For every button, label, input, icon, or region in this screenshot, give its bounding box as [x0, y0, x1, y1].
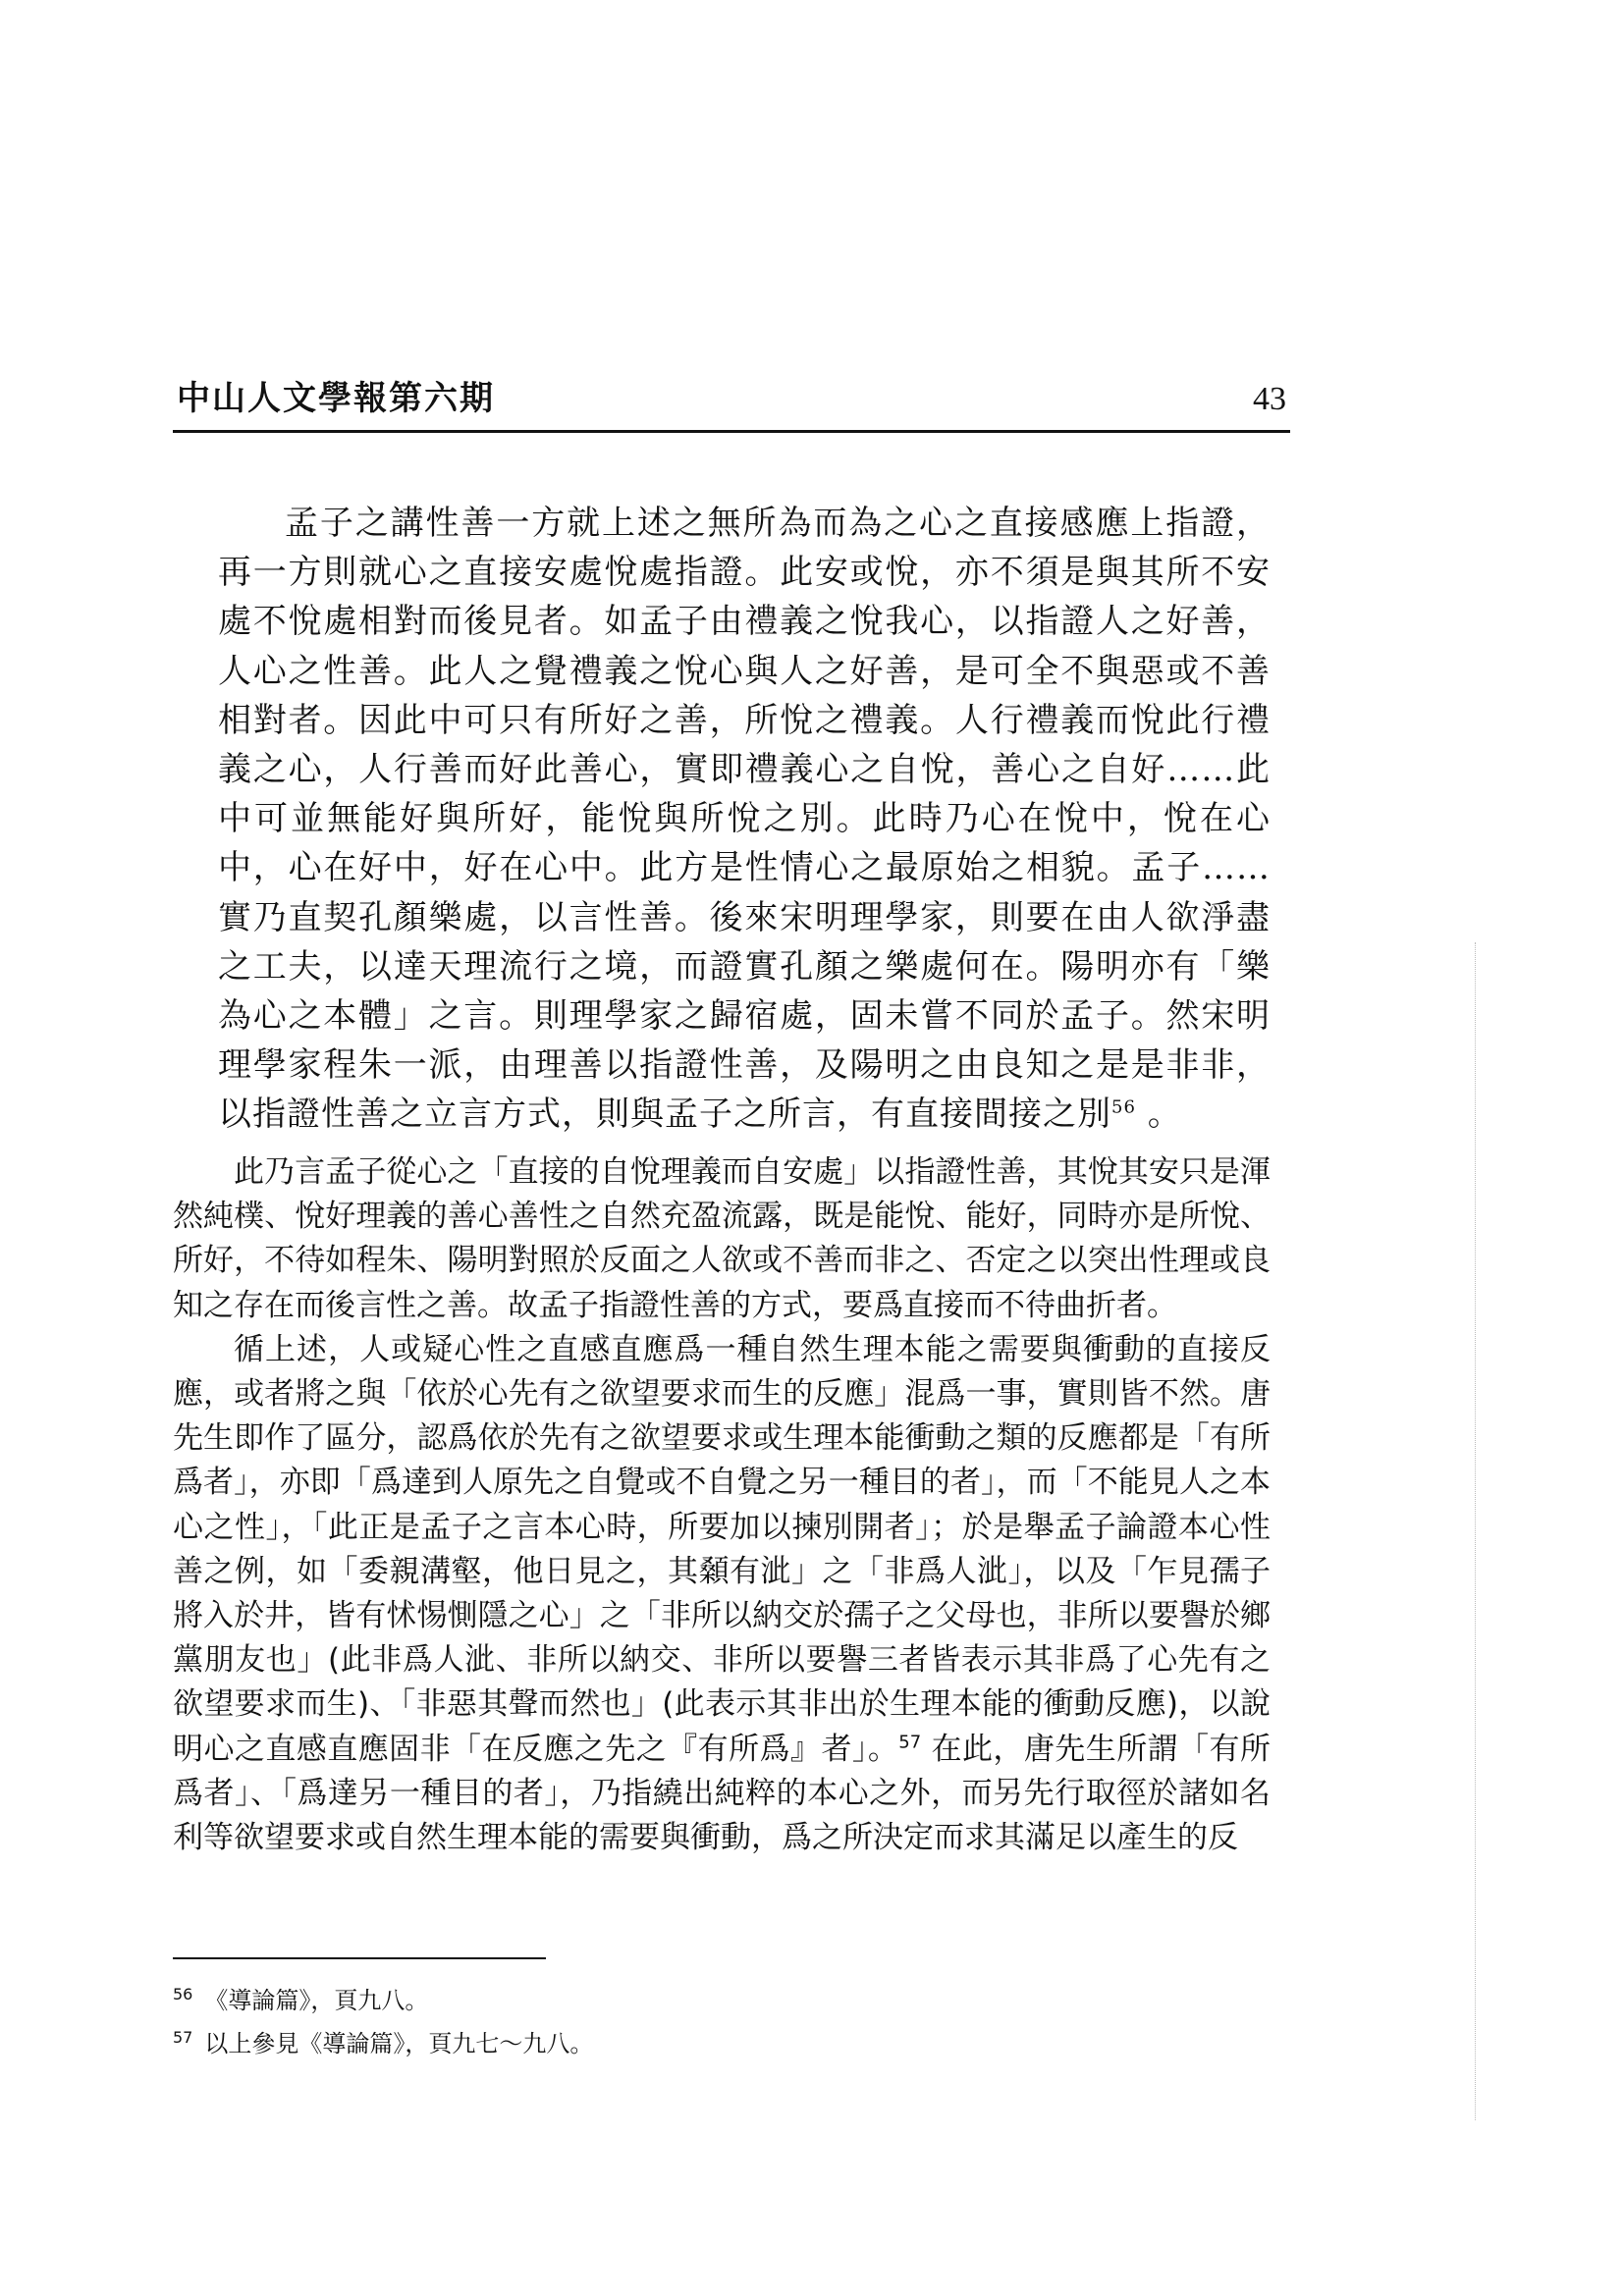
page-number: 43	[1253, 381, 1286, 417]
body-text	[173, 1150, 1271, 1860]
body-paragraph-2	[173, 1328, 1271, 1860]
footnote-text: 以上參見《導論篇》，頁九七～九八。	[204, 2030, 594, 2057]
footnote-57	[173, 2022, 1253, 2065]
block-quote-tail: 。	[1135, 1095, 1182, 1135]
block-quote-text: 孟子之講性善一方就上述之無所為而為之心之直接感應上指證，再一方則就心之直接安處悅處指證。此安或悅，亦不須是與其所不安處不悅處相對而後見者。如孟子由禮義之悅我心，以指證人之好善，人心之性善。此人之覺禮義之悅心與人之好善，是可全不與惡或不善相對者。因此中可只有所好之善，所悅之禮義。人行禮義而悅此行禮義之心，人行善而好此善心，實即禮義心之自悅，善心之自好……此中可並無能好與所好，能悅與所悅之別。此時乃心在悅中，悅在心中，心在好中，好在心中。此方是性情心之最原始之相貌。孟子……實乃直契孔顏樂處，以言性善。後來宋明理學家，則要在由人欲淨盡之工夫，以達天理流行之境，而證實孔顏之樂處何在。陽明亦有「樂為心之本體」之言。則理學家之歸宿處，固未嘗不同於孟子。然宋明理學家程朱一派，由理善以指證性善，及陽明之由良知之是是非非，以指證性善之立言方式，則與孟子之所言，有直接間接之別	[218, 504, 1271, 1135]
footnote-ref-56[interactable]: 56	[1111, 1097, 1136, 1119]
scan-edge-artifact	[1475, 942, 1476, 2120]
body-paragraph-2-part-a: 循上述，人或疑心性之直感直應爲一種自然生理本能之需要與衝動的直接反應，或者將之與「依於心先有之欲望要求而生的反應」混爲一事，實則皆不然。唐先生即作了區分，認爲依於先有之欲望要求或生理本能衝動之類的反應都是「有所爲者」，亦即「爲達到人原先之自覺或不自覺之另一種目的者」，而「不能見人之本心之性」，「此正是孟子之言本心時，所要加以揀別開者」；於是舉孟子論證本心性善之例，如「委親溝壑，他日見之，其顙有泚」之「非爲人泚」，以及「乍見孺子將入於井，皆有怵惕惻隱之心」之「非所以納交於孺子之父母也，非所以要譽於鄉黨朋友也」(此非爲人泚、非所以納交、非所以要譽三者皆表示其非爲了心先有之欲望要求而生)、「非惡其聲而然也」(此表示其非出於生理本能的衝動反應)，以說明心之直感直應固非「在反應之先之『有所爲』者」。	[173, 1331, 1271, 1767]
footnote-text: 《導論篇》，頁九八。	[204, 1987, 429, 2014]
journal-title: 中山人文學報第六期	[177, 379, 495, 418]
footnote-mark: 56	[173, 1985, 193, 2003]
footnotes	[173, 1979, 1253, 2065]
body-paragraph-1: 此乃言孟子從心之「直接的自悅理義而自安處」以指證性善，其悅其安只是渾然純樸、悅好理義的善心善性之自然充盈流露，既是能悅、能好，同時亦是所悅、所好，不待如程朱、陽明對照於反面之人欲或不善而非之、否定之以突出性理或良知之存在而後言性之善。故孟子指證性善的方式，要爲直接而不待曲折者。	[173, 1154, 1271, 1323]
block-quote	[218, 499, 1271, 1140]
body-paragraph-2-part-b: 在此，唐先生所謂「有所爲者」、「爲達另一種目的者」，乃指繞出純粹的本心之外，而另先行取徑於諸如名利等欲望要求或自然生理本能的需要與衝動，爲之所決定而求其滿足以產生的反	[173, 1731, 1272, 1856]
running-header	[173, 361, 1290, 433]
footnote-divider	[173, 1957, 546, 1959]
footnote-ref-57[interactable]: 57	[898, 1732, 922, 1753]
footnote-56	[173, 1979, 1253, 2022]
footnote-mark: 57	[173, 2028, 193, 2047]
